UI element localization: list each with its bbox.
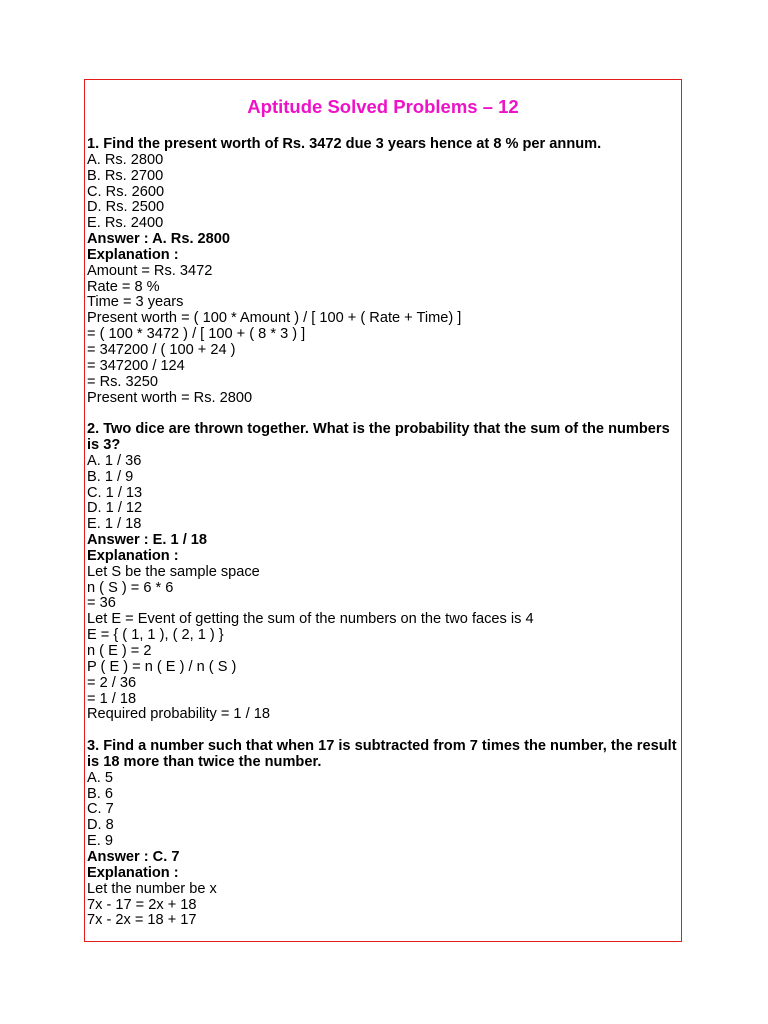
explanation-line: 7x - 2x = 18 + 17 — [87, 912, 197, 929]
spacer — [87, 406, 677, 422]
option: E. 9 — [87, 833, 113, 850]
explanation-label: Explanation : — [87, 547, 179, 564]
question-block-2 — [87, 422, 677, 723]
answer-line: Answer : E. 1 / 18 — [87, 532, 208, 549]
explanation-line: = Rs. 3250 — [87, 373, 158, 390]
option: B. Rs. 2700 — [87, 167, 164, 184]
explanation-line: = ( 100 * 3472 ) / [ 100 + ( 8 * 3 ) ] — [87, 326, 306, 343]
explanation-line: Present worth = Rs. 2800 — [87, 389, 253, 406]
option: A. 1 / 36 — [87, 452, 142, 469]
explanation-line: 7x - 17 = 2x + 18 — [87, 896, 197, 913]
answer-line: Answer : A. Rs. 2800 — [87, 231, 231, 248]
explanation-line: = 347200 / 124 — [87, 357, 185, 374]
explanation-line: Amount = Rs. 3472 — [87, 262, 213, 279]
question-block-1 — [87, 137, 677, 406]
question-block-3 — [87, 739, 677, 929]
explanation-line: Required probability = 1 / 18 — [87, 706, 270, 723]
option: C. Rs. 2600 — [87, 183, 165, 200]
explanation-line: n ( S ) = 6 * 6 — [87, 579, 174, 596]
explanation-line: Let E = Event of getting the sum of the numbers on the two faces is 4 — [87, 611, 534, 628]
explanation-line: P ( E ) = n ( E ) / n ( S ) — [87, 658, 237, 675]
explanation-line: Let the number be x — [87, 880, 217, 897]
option: C. 7 — [87, 801, 114, 818]
option: D. 1 / 12 — [87, 500, 143, 517]
option: D. Rs. 2500 — [87, 199, 165, 216]
explanation-line: Time = 3 years — [87, 294, 184, 311]
spacer — [87, 723, 677, 739]
explanation-line: = 347200 / ( 100 + 24 ) — [87, 341, 236, 358]
explanation-line: = 1 / 18 — [87, 690, 137, 707]
explanation-line: Rate = 8 % — [87, 278, 160, 295]
document-title: Aptitude Solved Problems – 12 — [247, 96, 519, 117]
option: C. 1 / 13 — [87, 484, 143, 501]
answer-line: Answer : C. 7 — [87, 848, 180, 865]
explanation-label: Explanation : — [87, 246, 179, 263]
option: A. 5 — [87, 769, 113, 786]
explanation-line: Let S be the sample space — [87, 563, 260, 580]
option: D. 8 — [87, 817, 114, 834]
explanation-line: Present worth = ( 100 * Amount ) / [ 100 + ( Rate + Time) ] — [87, 310, 462, 327]
question-text: 2. Two dice are thrown together. What is the probability that the sum of the numbers is 3? — [87, 421, 670, 454]
explanation-line: E = { ( 1, 1 ), ( 2, 1 ) } — [87, 627, 224, 644]
option: B. 6 — [87, 785, 113, 802]
question-text: 3. Find a number such that when 17 is subtracted from 7 times the number, the result is 18 more than twice the number. — [87, 738, 677, 770]
explanation-line: n ( E ) = 2 — [87, 643, 152, 659]
option: A. Rs. 2800 — [87, 151, 164, 168]
explanation-line: = 36 — [87, 595, 116, 612]
document-body — [87, 137, 677, 929]
option: E. Rs. 2400 — [87, 215, 164, 232]
explanation-label: Explanation : — [87, 864, 179, 881]
option: E. 1 / 18 — [87, 516, 142, 533]
explanation-line: = 2 / 36 — [87, 674, 137, 691]
question-text: 1. Find the present worth of Rs. 3472 due 3 years hence at 8 % per annum. — [87, 136, 602, 152]
option: B. 1 / 9 — [87, 468, 134, 485]
